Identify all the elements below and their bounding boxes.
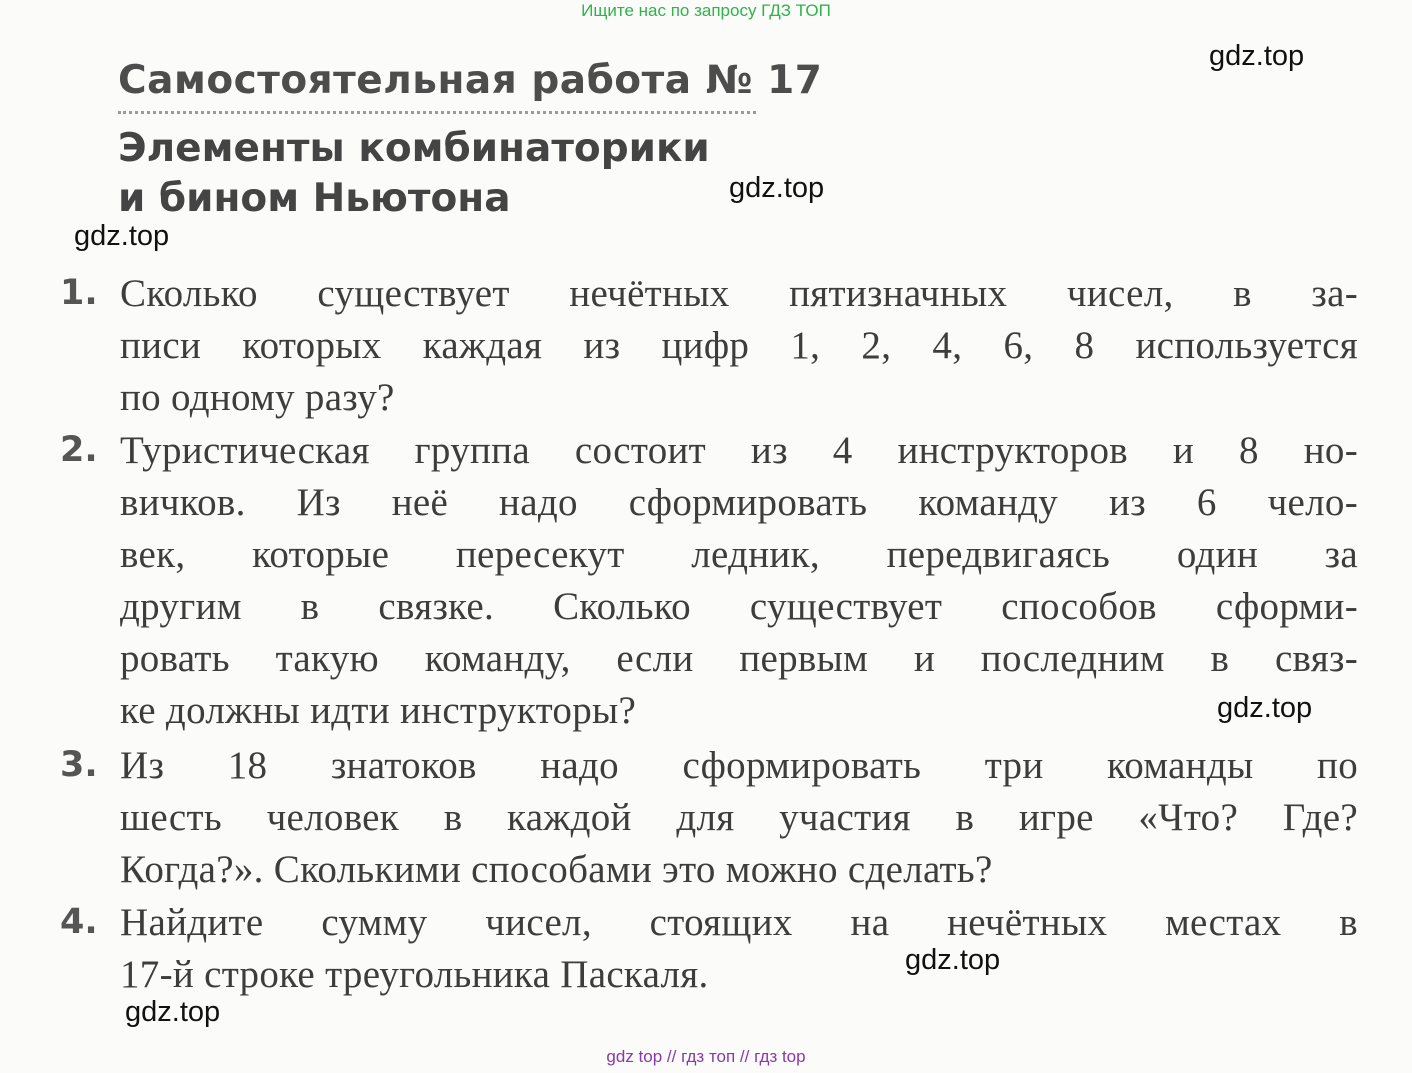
title-divider xyxy=(118,111,756,114)
problem-text-line: Найдите сумму чисел, стоящих на нечётных местах в xyxy=(120,901,1358,944)
problem-text-line: ке должны идти инструкторы? xyxy=(120,689,637,732)
watermark: gdz.top xyxy=(125,996,221,1028)
watermark: gdz.top xyxy=(1217,692,1313,724)
problem-text-line: ровать такую команду, если первым и последним в связ- xyxy=(120,637,1358,680)
problem-text-line: по одному разу? xyxy=(120,376,395,419)
watermark: gdz.top xyxy=(74,220,170,252)
problem-text-line: другим в связке. Сколько существует способов сформи- xyxy=(120,585,1358,628)
problem-text-line: писи которых каждая из цифр 1, 2, 4, 6, 8 используется xyxy=(120,324,1358,367)
problem-number: 3. xyxy=(60,745,98,785)
section-subtitle: и бином Ньютона xyxy=(118,176,511,221)
problem-text-line: век, которые пересекут ледник, передвигаясь один за xyxy=(120,533,1358,576)
problem-text-line: Сколько существует нечётных пятизначных чисел, в за- xyxy=(120,272,1358,315)
problem-text-line: шесть человек в каждой для участия в игре «Что? Где? xyxy=(120,796,1358,839)
watermark: gdz.top xyxy=(1209,40,1305,72)
problem-text-line: 17-й строке треугольника Паскаля. xyxy=(120,953,709,996)
problem-text-line: Из 18 знатоков надо сформировать три команды по xyxy=(120,744,1358,787)
watermark: gdz.top xyxy=(905,944,1001,976)
page-title: Самостоятельная работа № 17 xyxy=(118,58,823,103)
top-banner: Ищите нас по запросу ГДЗ ТОП xyxy=(581,1,831,20)
watermark: gdz.top xyxy=(729,172,825,204)
problem-number: 1. xyxy=(60,273,98,313)
problem-number: 4. xyxy=(60,902,98,942)
bottom-banner: gdz top // гдз топ // гдз top xyxy=(606,1047,806,1066)
problem-text-line: Туристическая группа состоит из 4 инструкторов и 8 но- xyxy=(120,429,1358,472)
section-subtitle: Элементы комбинаторики xyxy=(118,126,710,171)
problem-number: 2. xyxy=(60,430,98,470)
problem-text-line: Когда?». Сколькими способами это можно сделать? xyxy=(120,848,993,891)
problem-text-line: вичков. Из неё надо сформировать команду из 6 чело- xyxy=(120,481,1358,524)
